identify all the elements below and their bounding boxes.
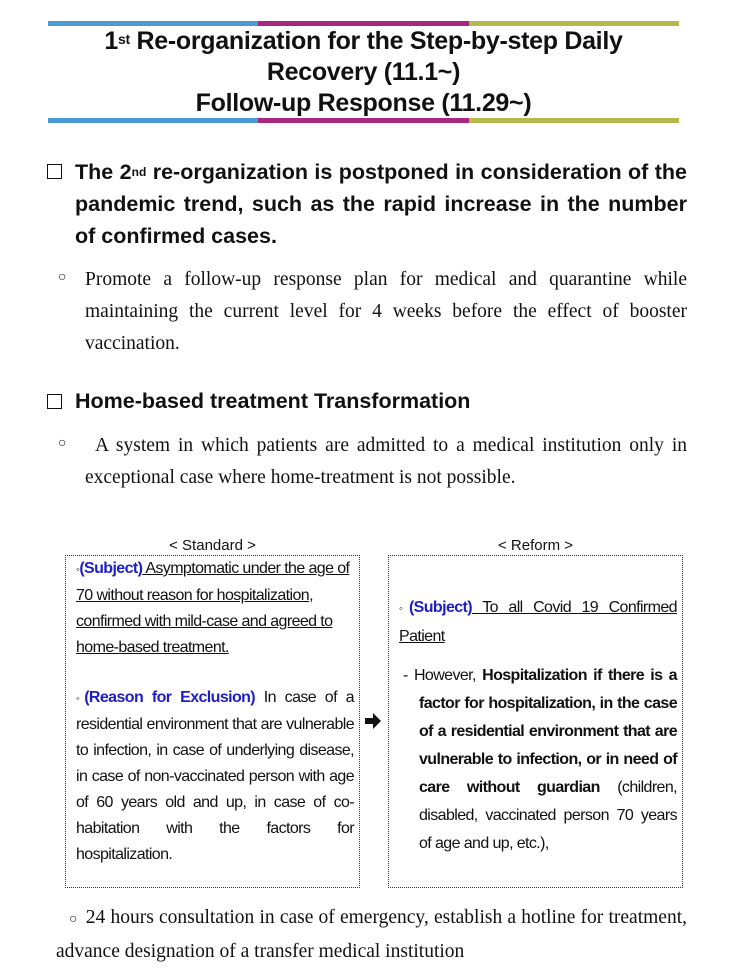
reform-subject-text: To all Covid 19 Confirmed Patient: [399, 599, 677, 645]
circle-bullet-icon: ○: [69, 912, 78, 927]
bullet-dot: ◦: [399, 603, 409, 615]
rule-segment-olive: [469, 118, 679, 123]
reform-however-bold: Hospitalization if there is a factor for hospitalization, in the case of a residential environment that are vulnerable to infection, or in need of care without guardian: [419, 667, 677, 796]
reform-subject-tag: (Subject): [408, 599, 472, 616]
standard-subject: [76, 556, 354, 661]
rule-segment-magenta: [258, 118, 468, 123]
reform-however: [403, 662, 677, 858]
bullet-dot: ◦: [76, 693, 85, 705]
reform-subject: [399, 594, 677, 651]
arrow-right-icon: [364, 711, 382, 731]
bottom-bullet: [56, 902, 687, 968]
standard-subject-text: Asymptomatic under the age of 70 without reason for hospitalization, confirmed with mild-case and agreed to home-based treatment.: [76, 560, 350, 656]
standard-subject-tag: (Subject): [79, 560, 143, 577]
bottom-bullet-text: 24 hours consultation in case of emergency, establish a hotline for treatment, advance designation of a transfer medical institution: [56, 907, 687, 962]
bullet-dot: ◦: [76, 564, 80, 576]
title-line-1: 1st Re-organization for the Step-by-step Daily: [104, 27, 623, 55]
reform-however-tail: (children, disabled, vaccinated person 70 years of age and up, etc.),: [419, 779, 677, 852]
section2-bullet: A system in which patients are admitted to a medical institution only in exceptional case where home-treatment is not possible.: [85, 435, 687, 488]
circle-bullet-icon: ○: [58, 436, 67, 451]
title-line-3: Follow-up Response (11.29~): [195, 89, 532, 117]
circle-bullet-icon: ○: [58, 270, 67, 285]
standard-exclusion-text: In case of a residential environment that are vulnerable to infection, in case of underlying disease, in case of non-vaccinated person with age of 60 years old and up, in case of co-habitation with the factors for hospitalization.: [76, 689, 354, 863]
reform-label: < Reform >: [497, 537, 574, 554]
square-bullet-icon: [47, 164, 62, 179]
title-line-2: Recovery (11.1~): [266, 58, 461, 86]
rule-segment-blue: [48, 118, 258, 123]
standard-exclusion-tag: (Reason for Exclusion): [84, 689, 256, 706]
standard-exclusion: [76, 685, 354, 868]
section1-bullet: Promote a follow-up response plan for medical and quarantine while maintaining the current level for 4 weeks before the effect of booster vaccination.: [85, 269, 687, 354]
standard-label: < Standard >: [169, 537, 256, 554]
section1-heading: The 2nd re-organization is postponed in consideration of the pandemic trend, such as the rapid increase in the number of confirmed cases.: [75, 160, 687, 248]
square-bullet-icon: [47, 394, 62, 409]
dash-marker: -: [403, 667, 414, 684]
standard-box: [65, 555, 360, 888]
reform-box: [388, 555, 683, 888]
section2-heading: Home-based treatment Transformation: [75, 389, 471, 413]
reform-however-word: However,: [413, 667, 483, 684]
title-bottom-rule: [48, 118, 679, 123]
page-title: [48, 26, 679, 119]
